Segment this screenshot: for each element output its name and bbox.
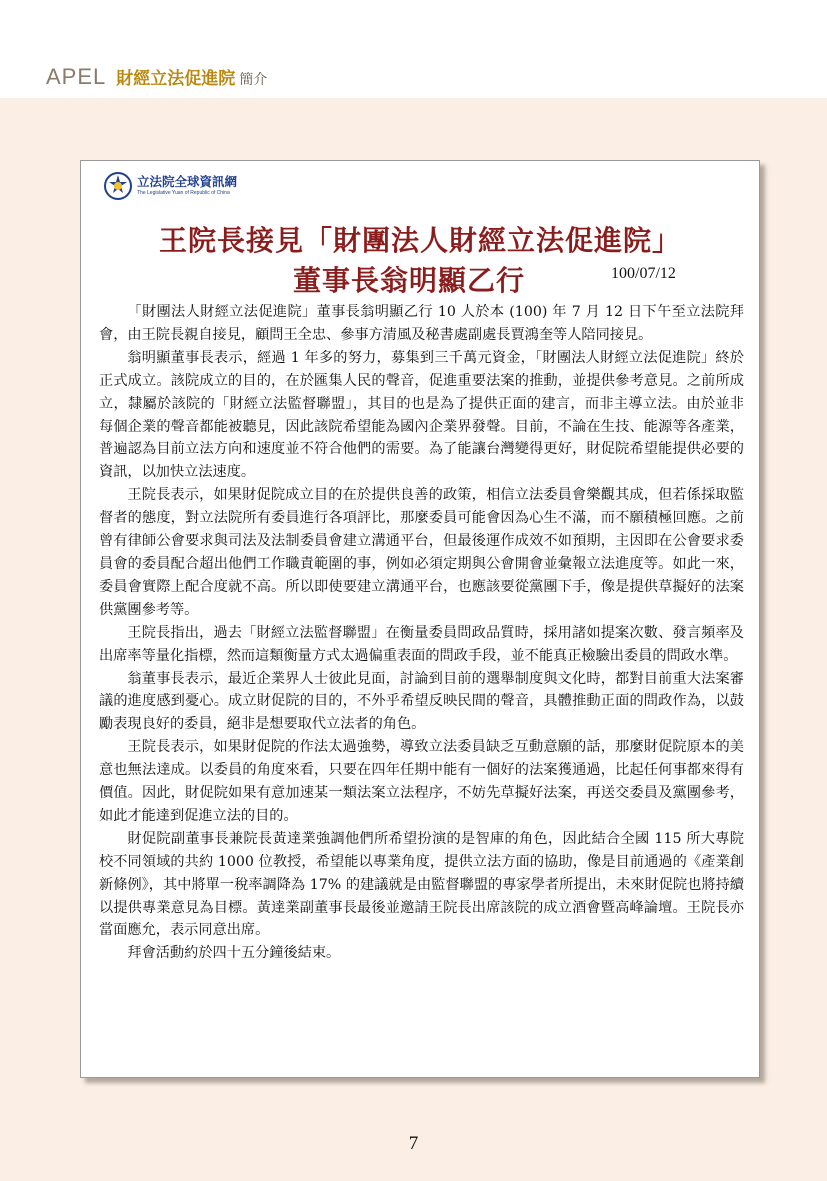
article-date: 100/07/12 (611, 265, 676, 282)
paragraph: 王院長表示，如果財促院成立目的在於提供良善的政策，相信立法委員會樂觀其成，但若係採取監督者的態度，對立法院所有委員進行各項評比，那麼委員可能會因為心生不滿，而不願積極回應。之前曾有律師公會要求與司法及法制委員會建立溝通平台，但最後運作成效不如預期，主因即在公會要求委員會的委員配合超出他們工作職責範圍的事，例如必須定期與公會開會並彙報立法進度等。如此一來，委員會實際上配合度就不高。所以即使要建立溝通平台，也應該要從黨團下手，像是提供草擬好的法案供黨團參考等。 (99, 487, 744, 618)
site-logo (103, 171, 237, 201)
article-panel (80, 160, 760, 1078)
paragraph: 翁明顯董事長表示，經過 1 年多的努力，募集到三千萬元資金，「財團法人財經立法促進院」終於正式成立。該院成立的目的，在於匯集人民的聲音，促進重要法案的推動，並提供參考意見。之前所成立，隸屬於該院的「財經立法監督聯盟」，其目的也是為了提供正面的建言，而非主導立法。由於並非每個企業的聲音都能被聽見，因此該院希望能為國內企業界發聲。目前，不論在生技、能源等各產業，普遍認為目前立法方向和速度並不符合他們的需要。為了能讓台灣變得更好，財促院希望能提供必要的資訊，以加快立法速度。 (99, 349, 744, 481)
article-body (99, 301, 744, 965)
legislative-yuan-emblem-icon (103, 171, 133, 201)
article-title-line1: 王院長接見「財團法人財經立法促進院」 (158, 224, 681, 257)
paragraph: 「財團法人財經立法促進院」董事長翁明顯乙行 10 人於本 (100) 年 7 月 12 日下午至立法院拜會，由王院長親自接見，顧問王全忠、參事方清風及秘書處副處長賈鴻奎等人陪同接見。 (99, 304, 744, 343)
org-name: 財經立法促進院 (116, 69, 236, 89)
paragraph: 王院長表示，如果財促院的作法太過強勢，導致立法委員缺乏互動意願的話，那麼財促院原本的美意也無法達成。以委員的角度來看，只要在四年任期中能有一個好的法案獲通過，比起任何事都來得有價值。因此，財促院如果有意加速某一類法案立法程序，不妨先草擬好法案，再送交委員及黨團參考，如此才能達到促進立法的目的。 (99, 739, 744, 824)
article-title-line2: 董事長翁明顯乙行 (293, 264, 526, 297)
brand-name: APEL (46, 64, 107, 89)
paragraph: 拜會活動約於四十五分鐘後結束。 (127, 945, 341, 962)
header-intro: 簡介 (239, 72, 268, 88)
paragraph: 翁董事長表示，最近企業界人士彼此見面，討論到目前的選舉制度與文化時，都對目前重大法案審議的進度感到憂心。成立財促院的目的，不外乎希望反映民間的聲音，具體推動正面的問政作為，以鼓勵表現良好的委員，絕非是想要取代立法者的角色。 (99, 670, 744, 733)
logo-title: 立法院全球資訊網 (137, 174, 238, 189)
page-number: 7 (408, 1133, 419, 1154)
logo-subtitle: The Legislative Yuan of Republic of China (137, 190, 230, 196)
paragraph: 財促院副董事長兼院長黃達業強調他們所希望扮演的是智庫的角色，因此結合全國 115 所大專院校不同領域的共約 1000 位教授，希望能以專業角度，提供立法方面的協助，像是目前通過的《產業創新條例》，其中將單一稅率調降為 17% 的建議就是由監督聯盟的專家學者所提出，未來財促院也將持續以提供專業意見為目標。黃達業副董事長最後並邀請王院長出席該院的成立酒會暨高峰論壇。王院長亦當面應允，表示同意出席。 (99, 830, 744, 939)
paragraph: 王院長指出，過去「財經立法監督聯盟」在衡量委員問政品質時，採用諸如提案次數、發言頻率及出席率等量化指標，然而這類衡量方式太過偏重表面的問政手段，並不能真正檢驗出委員的問政水準。 (99, 624, 744, 664)
page-header (46, 64, 267, 90)
